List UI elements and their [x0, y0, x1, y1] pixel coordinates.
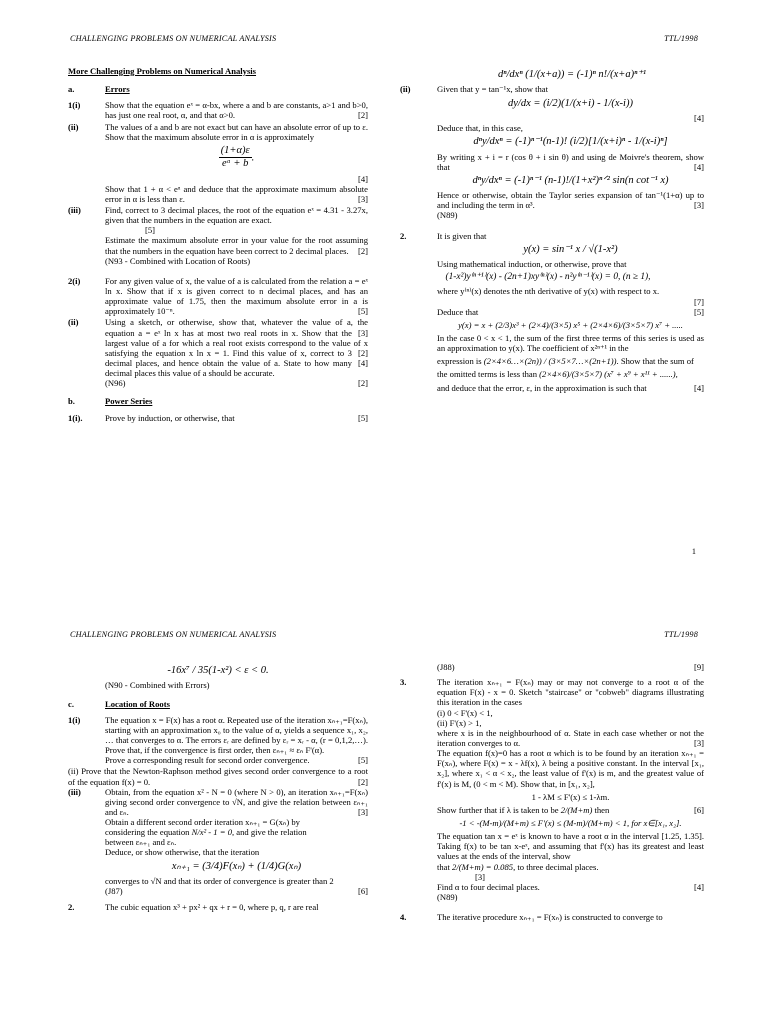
question-1ii: (ii) The values of a and b are not exact but can have an absolute error of up to ε. Show that the maximum absolute error in α is approximately $\frac{(1+\alpha)\varepsilon}{\text{eᵅ + b}}$ . [4] Show that 1 + α < eᵅ and deduce that the approximate maximum absolute error in α is less than ε. [3] — [68, 121, 368, 204]
coefficient-formula: (2×4×6…×(2n)) / (3×5×7…×(2n+1)) — [483, 356, 617, 367]
question-1ii: (ii) Prove that the Newton-Raphson method gives second order convergence to a root of the equation f(x) = 0. [2] — [68, 766, 368, 787]
question-1iii: (iii) Obtain, from the equation x² - N = 0 (where N > 0), an iteration xₙ₊₁=F(xₙ) giving second order convergence to √N, and give the relation between εₙ₊₁ and εₙ. [3] Obtain a different second order iteration xₙ₊₁ = G(xₙ) by considering the equation N/x² - 1 = 0, and give the relation between εₙ₊₁ and εₙ. Deduce, or show otherwise, that the iteration xₙ₊₁ = (3/4)F(xₙ) + (1/4)G(xₙ) converges to √N and that its order of convergence is greater than 2 (J87) [6] — [68, 786, 368, 897]
question-2: 2. The cubic equation x³ + px² + qx + r = 0, where p, q, r are real — [68, 902, 319, 913]
question-1b: 1(i). Prove by induction, or otherwise, that [5] — [68, 412, 368, 423]
question-1i: 1(i) Show that the equation eˣ = α-bx, where a and b are constants, a>1 and b>0, has just one real root, α, and that α>0. [2] — [68, 100, 368, 121]
header-title: CHALLENGING PROBLEMS ON NUMERICAL ANALYSIS — [70, 630, 277, 639]
sine-formula: dⁿy/dxⁿ = (-1)ⁿ⁻¹ (n-1)!/(1+x²)ⁿᐟ² sin(n cot⁻¹ x) — [472, 174, 669, 186]
section-heading: c. Location of Roots — [68, 698, 170, 709]
question-2i: 2(i) For any given value of x, the value of a is calculated from the relation a = eˣ ln x. Show that if x is given correct to n decimal places, and has an approximate value of 1.75, then the maximum absolute error in a is approximately 10⁻ⁿ. [5] — [68, 275, 368, 317]
error-bound-formula: -16x⁷ / 35(1-x²) < ε < 0. — [167, 665, 269, 676]
iteration-formula: xₙ₊₁ = (3/4)F(xₙ) + (1/4)G(xₙ) — [171, 860, 302, 872]
induction-formula: (1-x²)y⁽ⁿ⁺¹⁾(x) - (2n+1)xy⁽ⁿ⁾(x) - n²y⁽ⁿ⁻¹⁾(x) = 0, (n ≥ 1), — [445, 272, 651, 283]
question-4: 4. The iterative procedure xₙ₊₁ = F(xₙ) is constructed to converge to — [400, 912, 663, 923]
value-formula: 2/(M+m) = 0.085 — [452, 861, 514, 872]
equation-formula: N/x² - 1 = 0 — [191, 827, 232, 838]
left-column: -16x⁷ / 35(1-x²) < ε < 0. (N90 - Combined with Errors) c. Location of Roots 1(i) The equation x = F(x) has a root α. Repeated use of the iteration xₙ₊₁=F(xₙ), starting with an approximation x₀ to the value of α, yields a sequence x₁, x₂, … that converges to α. The errors εᵣ are defined by εᵣ = xᵣ - α, (r = 0,1,2,…). Prove that, if the convergence is first order, then εₙ₊₁ ≈ εₙ F'(α). Prove a corresponding result for second order convergence. [5] (ii) Prove that the Newton-Raphson method gives second order convergence to a root of the equation f(x) = 0. [2] (iii) Obtain, from the equation x² - N = 0 (where N > 0), an iteration xₙ₊₁=F(xₙ) giving second order convergence to √N, and give the relation between εₙ₊₁ and εₙ. [3] Obtain a different second order iteration xₙ₊₁ = G(xₙ) by considering the equation N/x² - 1 = 0, and give the relation between εₙ₊₁ and εₙ. Deduce, or show otherwise, that the iteration xₙ₊₁ = (3/4)F(xₙ) + (1/4)G(xₙ) converges to √N and that its order of convergence is greater than 2 (J87) [6] 2. The cubic equation x³ + px² + qx + r = 0, where p, q, r are real — [68, 665, 368, 913]
right-column: (J88) [9] 3. The iteration xₙ₊₁ = F(xₙ) may or may not converge to a root α of the equation F(x) - x = 0. Sketch "staircase" or "cobweb" diagrams illustrating this iteration in the cases (i) 0 < F'(x) < 1, (ii) F'(x) > 1, where x is in the neighbourhood of α. State in each case whether or not the iteration converges to α. [3] The equation f(x)=0 has a root α which is to be found by an iteration xₙ₊₁ = F(xₙ), where F(x) = x - λf(x), λ being a positive constant. In the interval [x₁, x₂], where x₁ < α < x₂, the least value of f'(x) is m, and the greatest value of f'(x) is M, (0 < m < M). Show that, in [x₁, x₂], 1 - λM ≤ F'(x) ≤ 1-λm. Show further that if λ is taken to be 2/(M+m) then [6] -1 < -(M-m)/(M+m) ≤ F'(x) ≤ (M-m)/(M+m) < 1, for x∈[x₁, x₂]. The equation tan x = eˣ is known to have a root α in the interval [1.25, 1.35]. Taking f(x) to be tan x-eˣ, and assuming that f'(x) has its greatest and least values at the ends of the interval, show that 2/(M+m) = 0.085, to three decimal places. [3] Find α to four decimal places. [4] (N89) 4. The iterative procedure xₙ₊₁ = F(xₙ) is constructed to converge to — [400, 662, 704, 923]
header-title: CHALLENGING PROBLEMS ON NUMERICAL ANALYSIS — [70, 34, 277, 43]
question-1i: 1(i) The equation x = F(x) has a root α. Repeated use of the iteration xₙ₊₁=F(xₙ), starting with an approximation x₀ to the value of α, yields a sequence x₁, x₂, … that converges to α. The errors εᵣ are defined by εᵣ = xᵣ - α, (r = 0,1,2,…). Prove that, if the convergence is first order, then εₙ₊₁ ≈ εₙ F'(α). Prove a corresponding result for second order convergence. [5] — [68, 714, 368, 766]
question-2: 2. It is given that y(x) = sin⁻¹ x / √(1-x²) Using mathematical induction, or otherwise, prove that — [400, 231, 704, 270]
derivative-formula: dⁿ/dxⁿ (1/(x+a)) = (-1)ⁿ n!/(x+a)ⁿ⁺¹ — [497, 69, 647, 80]
error-formula: $\frac{(1+\alpha)\varepsilon}{\text{eᵅ + b}}$ . — [220, 144, 255, 170]
left-column — [68, 66, 368, 424]
header-ref: TTL/1998 — [664, 34, 698, 43]
question-1iii: (iii) Find, correct to 3 decimal places, the root of the equation eˣ = 4.31 - 3.27x, given that the numbers in the equation are exact. [5] Estimate the maximum absolute error in your value for the root assuming that the numbers in the equation have been correct to 2 decimal places. [2] (N93 - Combined with Location of Roots) — [68, 205, 368, 266]
doc-title: More Challenging Problems on Numerical Analysis — [68, 66, 257, 76]
page-number: 1 — [691, 547, 696, 556]
header-ref: TTL/1998 — [664, 630, 698, 639]
nth-derivative-formula: dⁿy/dxⁿ = (-1)ⁿ⁻¹(n-1)! (i/2)[1/(x+i)ⁿ - 1/(x-i)ⁿ] — [473, 136, 668, 148]
page-2 — [0, 512, 768, 1024]
section-heading: b. Power Series — [68, 396, 153, 407]
lambda-formula: 2/(M+m) — [560, 804, 593, 815]
question-ii: (ii) Given that y = tan⁻¹x, show that dy/dx = (i/2)(1/(x+i) - 1/(x-i)) [4] Deduce that, in this case, dⁿy/dxⁿ = (-1)ⁿ⁻¹(n-1)! (i/2)[1/(x+i)ⁿ - 1/(x-i)ⁿ] By writing x + i = r (cos θ + i sin θ) and using de Moivre's theorem, show that [4] dⁿy/dxⁿ = (-1)ⁿ⁻¹ (n-1)!/(1+x²)ⁿᐟ² sin(n cot⁻¹ x) Hence or otherwise, obtain the Taylor series expansion of tan⁻¹(1+α) up to and including the term in α³. [3] (N89) — [400, 84, 704, 221]
page-header — [70, 630, 698, 642]
series-formula: y(x) = x + (2/3)x³ + (2×4)/(3×5) x⁵ + (2×4×6)/(3×5×7) x⁷ + ..... — [458, 319, 683, 330]
section-heading: a. Errors — [68, 84, 130, 95]
question-3: 3. The iteration xₙ₊₁ = F(xₙ) may or may not converge to a root α of the equation F(x) - x = 0. Sketch "staircase" or "cobweb" diagrams illustrating this iteration in the cases (i) 0 < F'(x) < 1, (ii) F'(x) > 1, where x is in the neighbourhood of α. State in each case whether or not the iteration converges to α. [3] The equation f(x)=0 has a root α which is to be found by an iteration xₙ₊₁ = F(xₙ), where F(x) = x - λf(x), λ being a positive constant. In the interval [x₁, x₂], where x₁ < α < x₂, the least value of f'(x) is m, and the greatest value of f'(x) is M, (0 < m < M). Show that, in [x₁, x₂], 1 - λM ≤ F'(x) ≤ 1-λm. Show further that if λ is taken to be 2/(M+m) then [6] -1 < -(M-m)/(M+m) ≤ F'(x) ≤ (M-m)/(M+m) < 1, for x∈[x₁, x₂]. The equation tan x = eˣ is known to have a root α in the interval [1.25, 1.35]. Taking f(x) to be tan x-eˣ, and assuming that f'(x) has its greatest and least values at the ends of the interval, show that 2/(M+m) = 0.085, to three decimal places. [3] Find α to four decimal places. [4] (N89) — [400, 677, 704, 902]
page-header — [70, 34, 698, 46]
bound-formula: -1 < -(M-m)/(M+m) ≤ F'(x) ≤ (M-m)/(M+m) < 1, for x∈[x₁, x₂]. — [459, 817, 682, 828]
right-column: dⁿ/dxⁿ (1/(x+a)) = (-1)ⁿ n!/(x+a)ⁿ⁺¹ (ii) Given that y = tan⁻¹x, show that dy/dx = (i/2)(1/(x+i) - 1/(x-i)) [4] Deduce that, in this case, dⁿy/dxⁿ = (-1)ⁿ⁻¹(n-1)! (i/2)[1/(x+i)ⁿ - 1/(x-i)ⁿ] By writing x + i = r (cos θ + i sin θ) and using de Moivre's theorem, show that [4] dⁿy/dxⁿ = (-1)ⁿ⁻¹ (n-1)!/(1+x²)ⁿᐟ² sin(n cot⁻¹ x) Hence or otherwise, obtain the Taylor series expansion of tan⁻¹(1+α) up to and including the term in α³. [3] (N89) 2. It is given that y(x) = sin⁻¹ x / √(1-x²) Using mathematical induction, or otherwise, prove that (1-x²)y⁽ⁿ⁺¹⁾(x) - (2n+1)xy⁽ⁿ⁾(x) - n²y⁽ⁿ⁻¹⁾(x) = 0, (n ≥ 1), where y⁽ⁿ⁾(x) denotes the nth derivative of y(x) with respect to x. [7] Deduce that [5] y(x) = x + (2/3)x³ + (2×4)/(3×5) x⁵ + (2×4×6)/(3×5×7) x⁷ + ..... In the case 0 < x < 1, the sum of the first three terms of this series is used as an approximation to y(x). The coefficient of x²ⁿ⁺¹ in the expression is (2×4×6…×(2n)) / (3×5×7…×(2n+1)). Show that the sum of the omitted terms is less than (2×4×6)/(3×5×7) (x⁷ + x⁹ + x¹¹ + ......), and deduce that the error, ε, in the approximation is such that [4] — [400, 66, 704, 393]
omitted-formula: (2×4×6)/(3×5×7) (x⁷ + x⁹ + x¹¹ + ......), — [539, 369, 678, 380]
question-2ii: (ii) Using a sketch, or otherwise, show that, whatever the value of a, the equation a = eˣ ln x has at most two real roots in x. [3] Show that the largest value of a for which a real root exists correspond to the value of x satisfying the equation x ln x = 1. [2] Find this value of x, correct to 3 decimal places, and hence obtain the value of a. [4] State to how many decimal places this value of a should be accurate. (N96) [2] — [68, 317, 368, 389]
y-formula: y(x) = sin⁻¹ x / √(1-x²) — [523, 243, 618, 255]
dy-dx-formula: dy/dx = (i/2)(1/(x+i) - 1/(x-i)) — [508, 97, 633, 109]
